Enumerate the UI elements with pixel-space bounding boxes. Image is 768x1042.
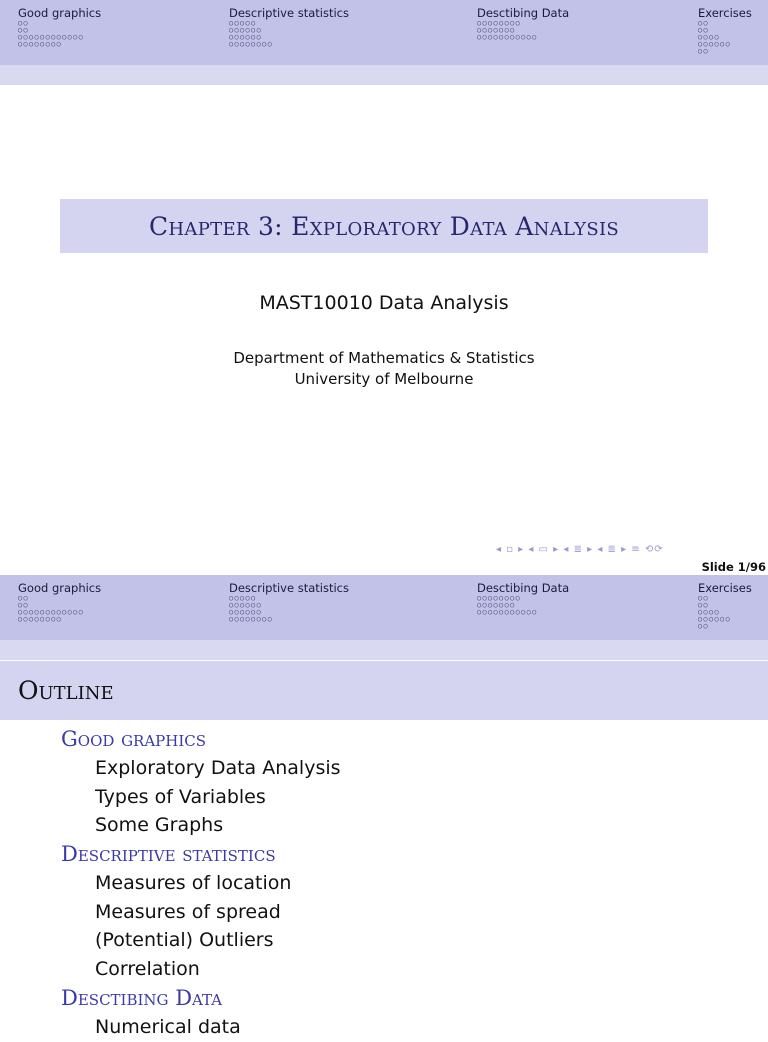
toc-section-good-graphics[interactable]: Good graphics	[61, 727, 207, 751]
nav-dots[interactable]: ○○○○○○○○ ○○○○○○○ ○○○○○○○○○○○	[477, 594, 538, 616]
nav-dots[interactable]: ○○ ○○ ○○○○ ○○○○○○ ○○	[698, 594, 732, 630]
toc-item[interactable]: Correlation	[95, 958, 200, 981]
toc-section-descriptive-statistics[interactable]: Descriptive statistics	[61, 842, 276, 867]
nav-section-good-graphics[interactable]	[18, 581, 101, 623]
toc-section-desctibing-data[interactable]: Desctibing Data	[61, 985, 223, 1010]
slide2-nav-subbar	[0, 640, 768, 660]
toc-item[interactable]: Exploratory Data Analysis	[95, 757, 341, 779]
nav-dots[interactable]: ○○○○○ ○○○○○○ ○○○○○○ ○○○○○○○○	[229, 19, 274, 48]
title-box	[60, 199, 708, 253]
nav-section-desctibing-data[interactable]	[477, 581, 569, 616]
toc-item[interactable]: Some Graphs	[95, 814, 224, 837]
course-name: MAST10010 Data Analysis	[259, 292, 509, 314]
nav-dots[interactable]: ○○○○○ ○○○○○○ ○○○○○○ ○○○○○○○○	[229, 594, 274, 623]
nav-label[interactable]: Good graphics	[18, 581, 102, 595]
beamer-navigation-symbols[interactable]: ◂ ▫ ▸ ◂ ▭ ▸ ◂ ≣ ▸ ◂ ≣ ▸ ≡ ⟲⟳	[496, 544, 664, 555]
nav-label[interactable]: Descriptive statistics	[229, 581, 349, 595]
nav-section-exercises[interactable]	[698, 581, 752, 630]
nav-section-descriptive-statistics[interactable]	[229, 581, 349, 623]
nav-label[interactable]: Descriptive statistics	[229, 6, 349, 20]
toc-item[interactable]: Types of Variables	[95, 785, 266, 808]
affiliation	[0, 348, 768, 390]
nav-section-exercises[interactable]	[698, 6, 752, 55]
toc-item[interactable]: Measures of location	[95, 872, 292, 895]
nav-label[interactable]: Good graphics	[18, 6, 102, 20]
nav-section-good-graphics[interactable]	[18, 6, 101, 48]
nav-dots[interactable]: ○○ ○○ ○○○○ ○○○○○○ ○○	[698, 19, 732, 55]
toc-item[interactable]: (Potential) Outliers	[95, 929, 274, 952]
nav-dots[interactable]: ○○ ○○ ○○○○○○○○○○○○ ○○○○○○○○	[18, 594, 85, 623]
slide1-nav-subbar	[0, 65, 768, 85]
slide-number: Slide 1/96	[701, 560, 766, 574]
outline-title: Outline	[18, 676, 114, 705]
toc-item[interactable]: Measures of spread	[95, 900, 281, 923]
outline-title-bar	[0, 661, 768, 720]
nav-section-desctibing-data[interactable]	[477, 6, 569, 41]
nav-label[interactable]: Exercises	[698, 581, 752, 595]
chapter-title: Chapter 3: Exploratory Data Analysis	[149, 211, 619, 241]
slide1-navbar	[0, 0, 768, 65]
table-of-contents	[0, 725, 768, 1042]
toc-item[interactable]: Numerical data	[95, 1015, 241, 1038]
university: University of Melbourne	[294, 370, 474, 388]
nav-label[interactable]: Exercises	[698, 6, 752, 20]
nav-section-descriptive-statistics[interactable]	[229, 6, 349, 48]
nav-label[interactable]: Desctibing Data	[477, 581, 570, 595]
nav-label[interactable]: Desctibing Data	[477, 6, 570, 20]
slide2-navbar	[0, 575, 768, 640]
nav-dots[interactable]: ○○ ○○ ○○○○○○○○○○○○ ○○○○○○○○	[18, 19, 85, 48]
department: Department of Mathematics & Statistics	[233, 349, 535, 367]
nav-dots[interactable]: ○○○○○○○○ ○○○○○○○ ○○○○○○○○○○○	[477, 19, 538, 41]
